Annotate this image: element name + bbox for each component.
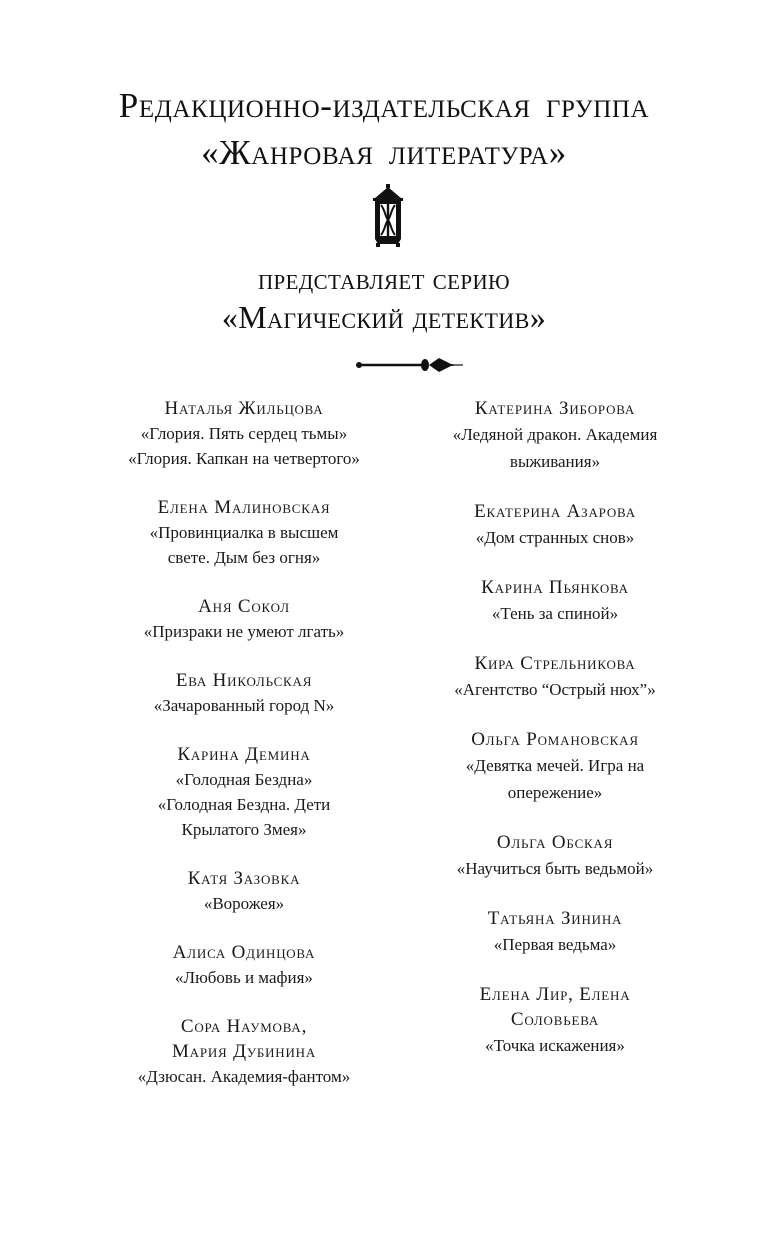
book-title: «Провинциалка в высшем — [149, 523, 339, 542]
author-entry — [88, 1014, 400, 1089]
book-title: «Первая ведьма» — [493, 935, 617, 954]
author-entry — [405, 830, 705, 882]
author-name: Катя Зазовка — [187, 868, 301, 889]
book-title: «Глория. Пять сердец тьмы» — [140, 424, 348, 443]
author-name: Кира Стрельникова — [474, 653, 636, 674]
book-title: «Ворожея» — [203, 894, 285, 913]
book-title: «Тень за спиной» — [491, 604, 619, 623]
author-entry — [88, 668, 400, 718]
book-title: «Дом странных снов» — [475, 528, 635, 547]
author-entry — [405, 396, 705, 475]
book-title: «Агентство “Острый нюх”» — [454, 680, 656, 699]
book-title: «Любовь и мафия» — [175, 968, 313, 987]
book-title: свете. Дым без огня» — [167, 548, 321, 567]
author-name: Елена Малиновская — [157, 497, 331, 518]
author-list-right — [405, 396, 705, 1083]
publisher-imprint-name: «Жанровая литература» — [201, 133, 567, 172]
book-title: «Призраки не умеют лгать» — [143, 622, 345, 641]
author-entry — [405, 727, 705, 806]
book-title: «Девятка мечей. Игра на — [465, 756, 645, 775]
ornamental-divider-icon — [355, 355, 465, 375]
series-title: «Магический детектив» — [221, 299, 547, 335]
book-title: «Точка искажения» — [485, 1036, 625, 1055]
book-title: опережение» — [507, 783, 603, 802]
author-entry — [88, 495, 400, 570]
author-name-second: Мария Дубинина — [171, 1041, 317, 1062]
author-name: Елена Лир, Елена — [479, 984, 631, 1005]
author-entry — [88, 742, 400, 842]
author-entry — [88, 940, 400, 990]
author-entry — [405, 499, 705, 551]
author-entry — [88, 396, 400, 471]
author-name: Сора Наумова, — [180, 1016, 308, 1037]
series-announcement — [0, 262, 768, 336]
book-title: «Зачарованный город N» — [153, 696, 335, 715]
author-name: Аня Сокол — [198, 596, 290, 617]
publisher-group-name: Редакционно-издательская группа — [118, 86, 650, 125]
author-list-left — [88, 396, 400, 1113]
author-name: Ева Никольская — [175, 670, 313, 691]
author-name: Карина Пьянкова — [481, 577, 629, 598]
author-entry — [405, 982, 705, 1059]
author-name: Наталья Жильцова — [164, 398, 324, 419]
book-title: Крылатого Змея» — [181, 820, 307, 839]
lantern-icon — [372, 184, 404, 248]
author-name: Карина Демина — [177, 744, 311, 765]
book-title: «Ледяной дракон. Академия — [452, 425, 658, 444]
author-name: Алиса Одинцова — [172, 942, 316, 963]
author-name: Ольга Романовская — [471, 729, 639, 750]
author-entry — [405, 575, 705, 627]
book-title: «Научиться быть ведьмой» — [456, 859, 654, 878]
series-intro: представляет серию — [257, 263, 511, 296]
author-entry — [405, 651, 705, 703]
author-entry — [88, 594, 400, 644]
book-title: «Дзюсан. Академия-фантом» — [137, 1067, 351, 1086]
author-name-second: Соловьева — [510, 1009, 600, 1030]
book-title: «Глория. Капкан на четвертого» — [128, 449, 360, 468]
author-entry — [405, 906, 705, 958]
publisher-header — [0, 82, 768, 176]
author-name: Катерина Зиборова — [474, 398, 636, 419]
book-title: «Голодная Бездна» — [175, 770, 313, 789]
author-name: Екатерина Азарова — [474, 501, 636, 522]
author-entry — [88, 866, 400, 916]
book-title: выживания» — [509, 452, 601, 471]
book-title: «Голодная Бездна. Дети — [157, 795, 331, 814]
author-name: Татьяна Зинина — [487, 908, 623, 929]
author-name: Ольга Обская — [496, 832, 614, 853]
